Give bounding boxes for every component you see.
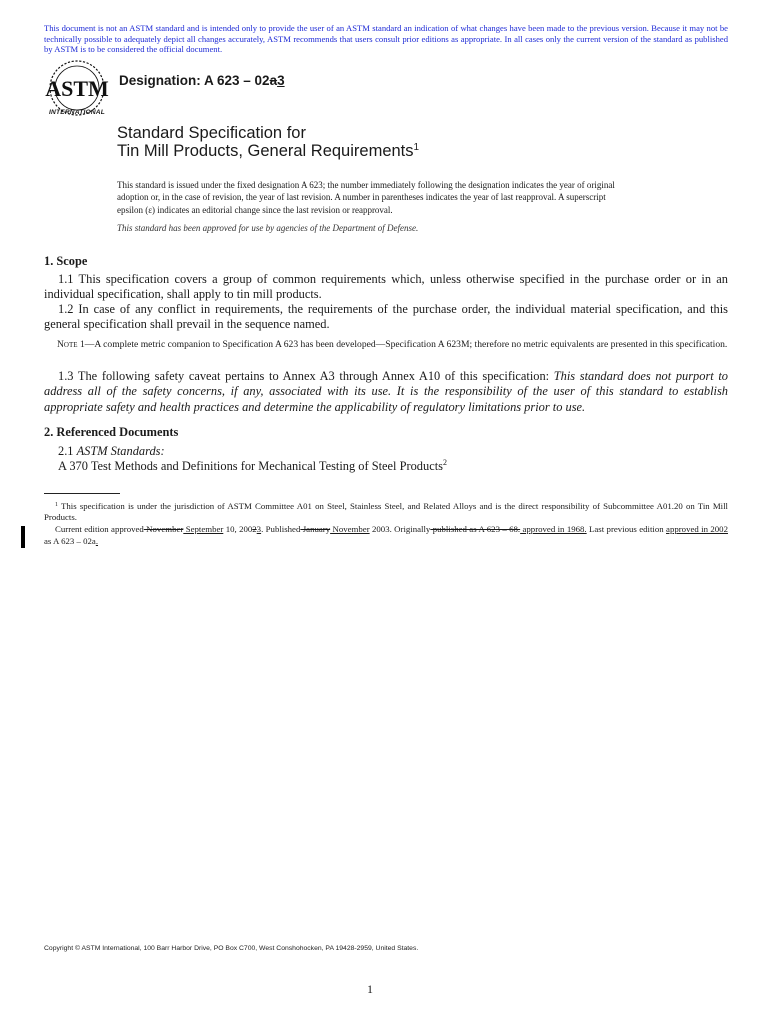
title-line-1: Standard Specification for xyxy=(117,124,306,142)
section-2-heading: 2. Referenced Documents xyxy=(44,425,179,439)
fn-inserted: 3 xyxy=(256,524,262,534)
logo-subtitle: INTERNATIONAL xyxy=(49,109,105,116)
paragraph-1-3-plain: 1.3 The following safety caveat pertains to Annex A3 through Annex A10 of this specification: xyxy=(58,369,554,383)
fn-inserted: approved in 1968. xyxy=(520,524,587,534)
section-1-heading: 1. Scope xyxy=(44,254,88,268)
paragraph-1-1: 1.1 This specification covers a group of common requirements which, unless otherwise specified in the purchase order or in an individual specification, shall apply to tin mill products. xyxy=(44,272,728,302)
fn-inserted: . xyxy=(95,536,99,546)
fn-text: as A 623 – 02a xyxy=(44,536,96,546)
designation xyxy=(119,73,285,88)
astm-standards-label: ASTM Standards: xyxy=(76,444,165,458)
reference-a370-note: 2 xyxy=(442,458,447,467)
fn-text: . Published xyxy=(261,524,301,534)
paragraph-1-3 xyxy=(44,369,728,415)
paragraph-1-2: 1.2 In case of any conflict in requirements, the requirements of the purchase order, the individual material specification, and this general specification shall prevail in the sequence named. xyxy=(44,302,728,332)
title-footnote-ref: 1 xyxy=(413,142,420,153)
title-text: Tin Mill Products, General Requirements xyxy=(117,142,414,160)
fn-text: Last previous edition xyxy=(586,524,664,534)
paragraph-2-1 xyxy=(58,444,165,459)
footnote-divider xyxy=(44,493,120,494)
fn-text: 2003. Originally xyxy=(369,524,431,534)
fn-inserted: September xyxy=(183,524,224,534)
preamble: This standard is issued under the fixed designation A 623; the number immediately following the designation indicates the year of original adoption or, in the case of revision, the year of last revision. A number in parentheses indicates the year of last reapproval. A superscript epsilon (ε) indicates an editorial change since the last revision or reapproval. xyxy=(117,180,615,215)
note-text: 1—A complete metric companion to Specification A 623 has been developed—Specification A 623M; therefore no metric equivalents are presented in this specification. xyxy=(77,339,728,350)
page-number: 1 xyxy=(367,982,373,996)
change-bar xyxy=(21,526,25,548)
logo-text: ASTM xyxy=(45,76,109,101)
designation-label: Designation: A 623 – 02 xyxy=(119,73,270,88)
paragraph-2-1-number: 2.1 xyxy=(58,444,77,458)
dod-approval-note: This standard has been approved for use by agencies of the Department of Defense. xyxy=(117,223,419,233)
fn-deleted: January xyxy=(300,524,331,534)
designation-inserted: 3 xyxy=(277,73,285,88)
reference-a370-text: A 370 Test Methods and Definitions for Mechanical Testing of Steel Products xyxy=(58,459,443,473)
footnote-1-text: This specification is under the jurisdiction of ASTM Committee A01 on Steel, Stainless Steel, and Related Alloys and is the direct responsibility of Subcommittee A01.20 on Tin Mill Products. xyxy=(44,501,728,523)
fn-text: 10, 200 xyxy=(223,524,253,534)
fn-deleted: published as A 623 – 68. xyxy=(430,524,521,534)
title-line-2 xyxy=(117,142,419,161)
safety-caveat: This standard does not purport to address all of the safety concerns, if any, associated with its use. It is the responsibility of the user of this standard to establish appropriate safety and health practices and determine the applicability of regulatory limitations prior to use. xyxy=(44,369,728,414)
copyright: Copyright © ASTM International, 100 Barr Harbor Drive, PO Box C700, West Conshohocken, PA 19428-2959, United States. xyxy=(44,945,419,952)
footnote-1 xyxy=(44,501,728,524)
fn-inserted: approved in 2002 xyxy=(666,524,728,534)
designation-deleted: a xyxy=(269,73,278,88)
revision-notice: This document is not an ASTM standard and is intended only to provide the user of an ASTM standard an indication of what changes have been made to the previous version. Because it may not be technically possible to adequately depict all changes accurately, ASTM recommends that users consult prior editions as appropriate. In all cases only the current version of the standard as published by ASTM is to be considered the official document. xyxy=(44,23,728,55)
fn-deleted: November xyxy=(143,524,184,534)
footnote-1-number: 1 xyxy=(55,502,58,508)
fn-text: Current edition approved xyxy=(55,524,144,534)
fn-deleted: 2 xyxy=(252,524,257,534)
footnote-edition xyxy=(44,523,728,547)
reference-a370 xyxy=(58,459,447,474)
note-label: Note xyxy=(57,339,78,350)
fn-inserted: November xyxy=(330,524,370,534)
note-1 xyxy=(44,339,728,351)
